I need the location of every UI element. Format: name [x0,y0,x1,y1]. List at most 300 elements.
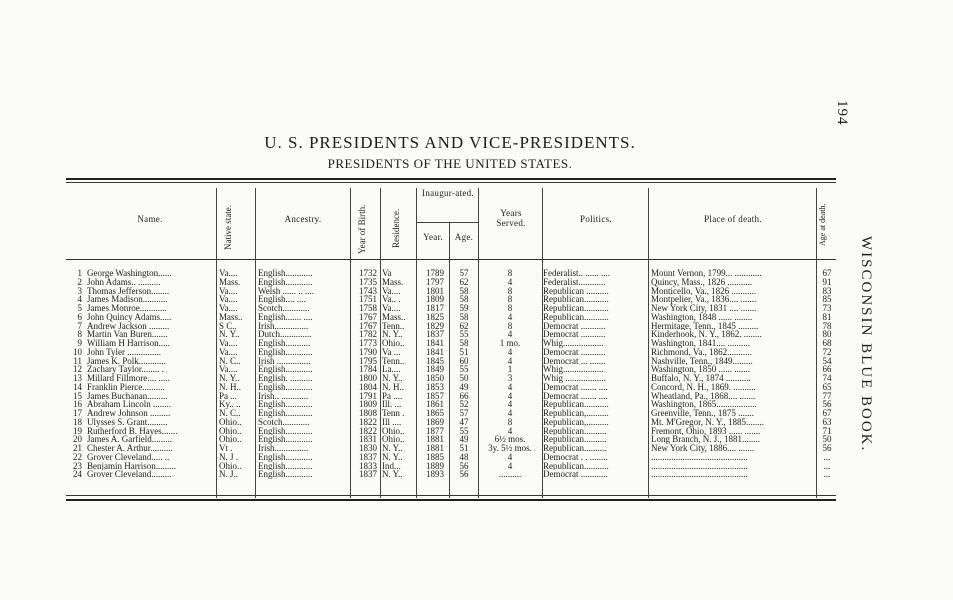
residence-cell: Mass. [382,277,404,287]
table-row [66,278,836,287]
years-served-cell: 4 [507,356,513,366]
president-name-cell: Rutherford B. Hayes....... [87,426,178,436]
president-name-cell: Abraham Lincoln ........ [87,400,171,409]
year-of-birth-cell: 1743 [359,286,377,296]
residence-cell: N. Y.. [382,330,403,339]
president-name-cell: Benjamin Harrison......... [87,461,176,471]
row-index-cell: 15 [73,391,82,401]
politics-cell: Republican........... [543,312,609,322]
ancestry-cell: English............ [258,409,313,418]
place-of-death-cell: Washington, 1848 ...... ........ [651,312,753,322]
inaugurated-age-cell: 58 [459,339,469,348]
place-of-death-cell: Wheatland, Pa., 1868.... ....... [651,391,756,401]
age-at-death-cell: 67 [822,409,832,418]
row-index-cell: 5 [77,304,82,313]
president-name-cell: James Buchanan......... [87,391,168,401]
year-of-birth-cell: 1791 [359,391,377,401]
inaugurated-age-cell: 51 [459,347,469,357]
residence-cell: Ohio.. [382,426,405,436]
place-of-death-cell: Greenville, Tenn., 1875 ....... [651,409,754,418]
age-at-death-cell: 74 [822,374,832,383]
row-index-cell: 2 [77,277,82,287]
native-state-cell: Ohio.. [219,417,242,427]
header-bottom-rule [66,259,836,260]
row-index-cell: 8 [77,330,82,339]
president-name-cell: William H Harrison..... [87,339,170,348]
inaugurated-year-cell: 1885 [426,452,444,462]
table-row [66,462,836,471]
row-index-cell: 17 [73,409,82,418]
politics-cell: Democrat ....... .... [543,382,608,392]
years-served-cell: 4 [507,277,513,287]
inaugurated-year-cell: 1797 [426,277,444,287]
row-index-cell: 3 [77,286,82,296]
politics-cell: Republican........... [543,461,609,471]
years-served-cell: 4 [507,347,513,357]
politics-cell: Republican.......... [543,444,607,453]
native-state-cell: Mass.. [219,312,243,322]
president-name-cell: Thomas Jefferson........ [87,286,170,296]
age-at-death-cell: 67 [822,269,832,278]
row-index-cell: 6 [77,312,82,322]
year-of-birth-cell: 1767 [359,312,377,322]
header-native-state: Native state. [223,205,233,250]
inaugurated-age-cell: 59 [459,304,469,313]
year-of-birth-cell: 1773 [359,339,377,348]
age-at-death-cell: 72 [822,347,832,357]
header-place-of-death: Place of death. [704,214,762,224]
inaugurated-year-cell: 1861 [426,400,444,409]
inaugurated-age-cell: 50 [459,374,469,383]
president-name-cell: Andrew Johnson ......... [87,409,171,418]
table-bottom-rule-inner [66,495,836,496]
residence-cell: Mass.. [382,312,406,322]
year-of-birth-cell: 1732 [359,269,377,278]
years-served-cell: 3 [507,374,513,383]
page-subtitle: PRESIDENTS OF THE UNITED STATES. [327,156,573,171]
ancestry-cell: Scotch............ [258,417,310,427]
inaugurated-year-cell: 1829 [426,321,444,331]
header-name: Name. [137,214,163,224]
residence-cell: Tenn.. [382,321,405,331]
ancestry-cell: English....... .... [258,312,313,322]
place-of-death-cell: Mt. M'Gregor, N. Y., 1885........ [651,417,765,427]
president-name-cell: Zachary Taylor........ . [87,365,164,374]
inaugurated-year-cell: 1893 [426,470,444,479]
native-state-cell: Vt . [219,444,233,453]
row-index-cell: 4 [77,295,82,304]
ancestry-cell: English............ [258,382,313,392]
row-index-cell: 23 [73,461,82,471]
residence-cell: Va [382,269,392,278]
inaugurated-year-cell: 1841 [426,339,444,348]
header-year-of-birth: Year of Birth. [357,204,367,254]
politics-cell: Republican........... [543,400,609,409]
residence-cell: N. H.. [382,382,404,392]
politics-cell: Whig.................. [543,339,604,348]
president-name-cell: Martin Van Buren....... [87,330,168,339]
inaugurated-year-cell: 1865 [426,409,444,418]
table-row [66,400,836,409]
table-row [66,330,836,339]
place-of-death-cell: ........................................... [651,470,748,479]
inaugurated-year-cell: 1849 [426,365,444,374]
residence-cell: Va ... [382,347,401,357]
inaugurated-age-cell: 55 [459,365,469,374]
age-at-death-cell: 71 [822,426,832,436]
place-of-death-cell: Nashville, Tenn., 1849......... [651,356,753,366]
year-of-birth-cell: 1831 [359,435,377,444]
inaugurated-age-cell: 56 [459,470,469,479]
president-name-cell: Andrew Jackson ......... [87,321,170,331]
inaugurated-year-cell: 1841 [426,347,444,357]
age-at-death-cell: 73 [822,304,832,313]
politics-cell: Democrat ........... [543,321,606,331]
inaugurated-year-cell: 1817 [426,304,444,313]
native-state-cell: Ky.. .. [219,400,241,409]
inaugurated-year-cell: 1853 [426,382,444,392]
age-at-death-cell: 85 [822,295,832,304]
ancestry-cell: English. .......... [258,374,313,383]
table-body [66,269,836,479]
years-served-cell: 1 mo. [499,339,521,348]
table-row [66,470,836,479]
place-of-death-cell: New York City, 1886.... ....... [651,444,755,453]
age-at-death-cell: 78 [822,321,832,331]
ancestry-cell: English............ [258,470,313,479]
years-served-cell: 4 [507,330,513,339]
place-of-death-cell: Fremont, Ohio, 1893 ...... ....... [651,426,761,436]
native-state-cell: N. J.. [219,470,239,479]
politics-cell: Republican,.......... [543,417,609,427]
table-top-rule [66,178,836,180]
year-of-birth-cell: 1822 [359,426,377,436]
inaugurated-age-cell: 49 [459,382,469,392]
native-state-cell: Va.... [219,347,238,357]
row-index-cell: 22 [73,452,82,462]
row-index-cell: 13 [73,374,82,383]
table-row [66,269,836,278]
table-row [66,304,836,313]
politics-cell: Democrat ........... [543,347,606,357]
age-at-death-cell: 50 [822,435,832,444]
age-at-death-cell: ... [823,461,831,471]
native-state-cell: Pa ... [219,391,237,401]
header-years-served: Years Served. [496,208,526,228]
native-state-cell: Va.... [219,286,238,296]
inaugurated-age-cell: 58 [459,286,469,296]
age-at-death-cell: 81 [822,312,832,322]
residence-cell: Pa .... [382,391,403,401]
residence-cell: Tenn.. [382,356,405,366]
residence-cell: N. Y.. [382,452,403,462]
age-at-death-cell: 63 [822,417,832,427]
ancestry-cell: Dutch.............. [258,330,312,339]
place-of-death-cell: Washington, 1850 ...... ....... [651,365,751,374]
year-of-birth-cell: 1809 [359,400,377,409]
years-served-cell: 4 [507,461,513,471]
years-served-cell: 1 [507,365,513,374]
ancestry-cell: Irish.. ............ [258,391,309,401]
table-row [66,392,836,401]
president-name-cell: John Adams.. .......... [87,277,161,287]
politics-cell: Federalist............ [543,277,606,287]
president-name-cell: Ulysses S. Grant......... [87,417,168,427]
inaugurated-year-cell: 1809 [426,295,444,304]
politics-cell: Republican........... [543,304,609,313]
row-index-cell: 19 [73,426,82,436]
inaugurated-year-cell: 1889 [426,461,444,471]
place-of-death-cell: Hermitage, Tenn., 1845 ......... [651,321,759,331]
politics-cell: Democrat ........... [543,330,606,339]
inaugurated-age-cell: 48 [459,452,469,462]
inaugurated-age-cell: 60 [459,356,469,366]
row-index-cell: 24 [73,470,82,479]
row-index-cell: 16 [73,400,82,409]
ancestry-cell: Scotch............ [258,304,310,313]
native-state-cell: Ohio.. [219,461,242,471]
politics-cell: Republican........... [543,295,609,304]
ancestry-cell: English............ [258,461,313,471]
president-name-cell: James Madison........... [87,295,168,304]
place-of-death-cell: New York City, 1831 .... ....... [651,304,757,313]
row-index-cell: 14 [73,382,82,392]
header-age: Age. [454,232,474,242]
row-index-cell: 21 [73,444,82,453]
residence-cell: Ohio.. [382,435,405,444]
inaugurated-year-cell: 1869 [426,417,444,427]
residence-cell: Ill .... [382,417,402,427]
years-served-cell: .......... [498,470,522,479]
native-state-cell: Ohio.. [219,435,242,444]
native-state-cell: N. C.. [219,409,241,418]
year-of-birth-cell: 1822 [359,417,377,427]
presidents-table [66,178,836,503]
inaugurated-year-cell: 1801 [426,286,444,296]
place-of-death-cell: Quincy, Mass., 1826 ........... [651,277,753,287]
native-state-cell: Va.... [219,365,238,374]
year-of-birth-cell: 1758 [359,304,377,313]
president-name-cell: Chester A. Arthur.......... [87,444,173,453]
inaugurated-year-cell: 1825 [426,312,444,322]
table-row [66,357,836,366]
politics-cell: Republican.......... [543,435,607,444]
year-of-birth-cell: 1784 [359,365,377,374]
inaugurated-age-cell: 58 [459,295,469,304]
age-at-death-cell: ... [823,452,831,462]
years-served-cell: 4 [507,409,513,418]
years-served-cell: 8 [507,295,513,304]
table-row [66,374,836,383]
politics-cell: Federalist.. ...... .... [543,269,610,278]
inaugurated-age-cell: 55 [459,330,469,339]
age-at-death-cell: 80 [822,330,832,339]
politics-cell: Democrat ... ....... [543,356,606,366]
year-of-birth-cell: 1767 [359,321,377,331]
year-of-birth-cell: 1751 [359,295,377,304]
president-name-cell: Grover Cleveland......... [87,470,172,479]
years-served-cell: 4 [507,382,513,392]
native-state-cell: Va.... [219,295,238,304]
table-row [66,365,836,374]
years-served-cell: 8 [507,304,513,313]
president-name-cell: James K. Polk............ [87,356,166,366]
native-state-cell: Va.... [219,339,238,348]
ancestry-cell: Irish ............... [258,356,311,366]
age-at-death-cell: 56 [822,444,832,453]
inaugurated-age-cell: 57 [459,409,469,418]
age-at-death-cell: ... [823,470,831,479]
native-state-cell: N. Y.. [219,374,240,383]
year-of-birth-cell: 1837 [359,470,377,479]
politics-cell: Republican .......... [543,286,609,296]
table-row [66,322,836,331]
years-served-cell: 4 [507,400,513,409]
ancestry-cell: English.... .... [258,295,306,304]
politics-cell: Whig.................. [543,365,604,374]
year-of-birth-cell: 1795 [359,356,377,366]
header-inaugurated: Inaugur-ated. [422,188,474,198]
table-row [66,313,836,322]
years-served-cell: 4 [507,312,513,322]
president-name-cell: James Monroe............ [87,304,167,313]
place-of-death-cell: Monticello, Va., 1826 ........... [651,286,757,296]
row-index-cell: 9 [77,339,82,348]
table-row [66,418,836,427]
row-index-cell: 7 [77,321,82,331]
inaugurated-age-cell: 56 [459,461,469,471]
inaugurated-age-cell: 55 [459,426,469,436]
year-of-birth-cell: 1837 [359,452,377,462]
place-of-death-cell: Montpelier, Va., 1836.... ....... [651,295,757,304]
president-name-cell: Grover Cleveland..... .. [87,452,170,462]
inaugurated-year-cell: 1857 [426,391,444,401]
years-served-cell: 6½ mos. [494,435,526,444]
row-index-cell: 18 [73,417,82,427]
inaugurated-subrule [416,222,478,223]
page-title: U. S. PRESIDENTS AND VICE-PRESIDENTS. [264,133,636,152]
years-served-cell: 8 [507,321,513,331]
age-at-death-cell: 56 [822,400,832,409]
header-year: Year. [423,232,443,242]
native-state-cell: N. J . [219,452,239,462]
age-at-death-cell: 54 [822,356,832,366]
row-index-cell: 10 [73,347,82,357]
inaugurated-year-cell: 1877 [426,426,444,436]
inaugurated-year-cell: 1845 [426,356,444,366]
residence-cell: Va.. . [382,295,401,304]
header-residence: Residence. [391,208,401,248]
table-row [66,383,836,392]
row-index-cell: 20 [73,435,82,444]
residence-cell: N. Y.. [382,444,403,453]
politics-cell: Republican,.......... [543,409,609,418]
running-head: WISCONSIN BLUE BOOK. [858,236,874,453]
place-of-death-cell: Concord, N. H., 1869. .......... [651,382,756,392]
age-at-death-cell: 68 [822,339,832,348]
native-state-cell: Va.... [219,304,238,313]
age-at-death-cell: 77 [822,391,832,401]
table-top-rule-inner [66,182,836,183]
ancestry-cell: Irish............... [258,321,309,331]
inaugurated-age-cell: 49 [459,435,469,444]
ancestry-cell: English............ [258,400,313,409]
residence-cell: N. Y.. [382,470,403,479]
years-served-cell: 8 [507,417,513,427]
president-name-cell: Millard Fillmore.... ..... [87,374,170,383]
place-of-death-cell: Long Branch, N. J., 1881........ [651,435,760,444]
ancestry-cell: English............ [258,435,313,444]
native-state-cell: N. H.. [219,382,241,392]
native-state-cell: Va.... [219,269,238,278]
inaugurated-year-cell: 1881 [426,435,444,444]
table-row [66,409,836,418]
inaugurated-year-cell: 1850 [426,374,444,383]
president-name-cell: John Quincy Adams..... [87,312,172,322]
native-state-cell: S C.. [219,321,237,331]
place-of-death-cell: Washington, 1841.... .......... [651,339,751,348]
table-row [66,444,836,453]
years-served-cell: 3y. 5½ mos. [488,444,532,453]
inaugurated-age-cell: 62 [459,277,469,287]
ancestry-cell: English............ [258,347,313,357]
year-of-birth-cell: 1830 [359,444,377,453]
ancestry-cell: Irish............... [258,444,309,453]
native-state-cell: N. Y.. [219,330,240,339]
residence-cell: Ohio.. [382,339,405,348]
inaugurated-age-cell: 66 [459,391,469,401]
table-row [66,339,836,348]
year-of-birth-cell: 1790 [359,347,377,357]
residence-cell: Va.... [382,286,401,296]
native-state-cell: Mass. [219,277,241,287]
inaugurated-year-cell: 1789 [426,269,444,278]
residence-cell: Ill. ... [382,400,402,409]
place-of-death-cell: Kinderhook, N. Y., 1862. ........ [651,330,762,339]
age-at-death-cell: 83 [822,286,832,296]
ancestry-cell: English............ [258,365,313,374]
politics-cell: Democrat ............ [543,470,608,479]
table-row [66,435,836,444]
inaugurated-age-cell: 51 [459,444,469,453]
row-index-cell: 11 [73,356,82,366]
year-of-birth-cell: 1782 [359,330,377,339]
inaugurated-age-cell: 47 [459,417,469,427]
residence-cell: Tenn . [382,409,405,418]
age-at-death-cell: 91 [822,277,832,287]
year-of-birth-cell: 1804 [359,382,377,392]
header-politics: Politics. [580,214,612,224]
inaugurated-age-cell: 52 [459,400,469,409]
place-of-death-cell: Buffalo, N. Y., 1874 ........... [651,374,751,383]
residence-cell: Ind... [382,461,401,471]
years-served-cell: 4 [507,426,513,436]
ancestry-cell: English............ [258,452,313,462]
header-age-at-death: Age at death. [818,203,827,246]
inaugurated-age-cell: 58 [459,312,469,322]
table-row [66,453,836,462]
ancestry-cell: English............ [258,269,313,278]
place-of-death-cell: ........................................... [651,452,748,462]
inaugurated-age-cell: 62 [459,321,469,331]
president-name-cell: George Washington...... [87,269,172,278]
place-of-death-cell: Richmond, Va., 1862........... [651,347,752,357]
table-bottom-rule [66,499,836,501]
president-name-cell: Franklin Pierce.......... [87,382,165,392]
president-name-cell: John Tyler ............... [87,347,161,357]
inaugurated-year-cell: 1881 [426,444,444,453]
years-served-cell: 4 [507,391,513,401]
